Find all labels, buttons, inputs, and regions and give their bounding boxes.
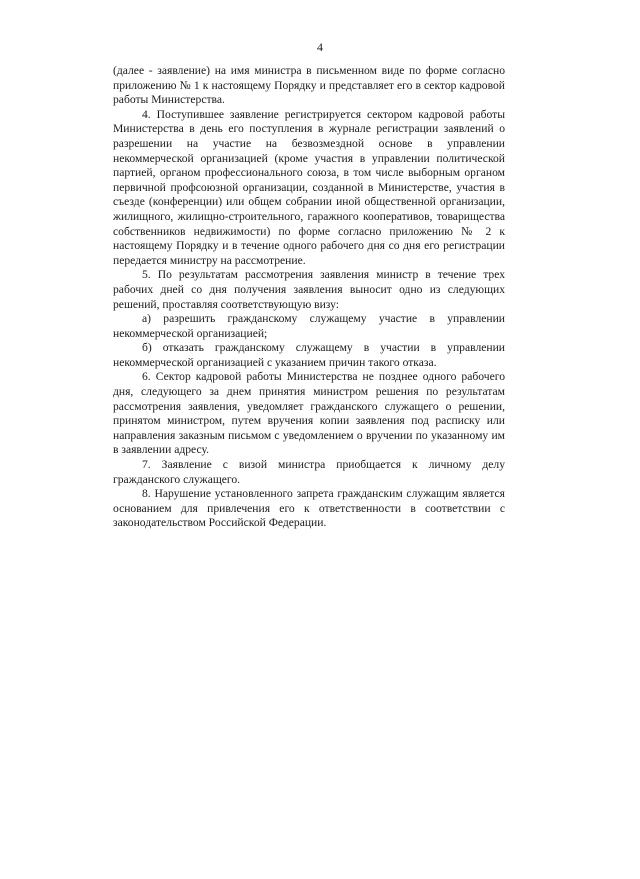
paragraph-item-6: 6. Сектор кадровой работы Министерства не позднее одного рабочего дня, следующего за днем принятия министром решения по результатам рассмотрения заявления, уведомляет гражданского служащего о решении, принятом министром, путем вручения копии заявления под расписку или направления заказным письмом с уведомлением о вручении по указанному им в заявлении адресу. [113,370,505,457]
paragraph-item-5a: а) разрешить гражданскому служащему участие в управлении некоммерческой организацией; [113,312,505,340]
paragraph-item-5: 5. По результатам рассмотрения заявления министр в течение трех рабочих дней со дня получения заявления выносит одно из следующих решений, проставляя соответствующую визу: [113,268,505,311]
paragraph-item-4: 4. Поступившее заявление регистрируется сектором кадровой работы Министерства в день его поступления в журнале регистрации заявлений о разрешении на участие на безвозмездной основе в управлении некоммерческой организацией (кроме участия в управлении политической партией, органом профессионального союза, в том числе выборным органом первичной профсоюзной организации, созданной в Министерстве, участия в съезде (конференции) или общем собрании иной общественной организации, жилищного, жилищно-строительного, гаражного кооперативов, товарищества собственников недвижимости) по форме согласно приложению № 2 к настоящему Порядку и в течение одного рабочего дня со дня его регистрации передается министру на рассмотрение. [113,107,505,267]
paragraph-continuation: (далее - заявление) на имя министра в письменном виде по форме согласно приложению № 1 к настоящему Порядку и представляет его в сектор кадровой работы Министерства. [113,64,505,107]
page-number: 4 [317,40,323,54]
paragraph-item-7: 7. Заявление с визой министра приобщается к личному делу гражданского служащего. [113,458,505,486]
document-body [113,64,505,531]
paragraph-item-5b: б) отказать гражданскому служащему в участии в управлении некоммерческой организацией с указанием причин такого отказа. [113,341,505,369]
paragraph-item-8: 8. Нарушение установленного запрета гражданским служащим является основанием для привлечения его к ответственности в соответствии с законодательством Российской Федерации. [113,487,505,530]
